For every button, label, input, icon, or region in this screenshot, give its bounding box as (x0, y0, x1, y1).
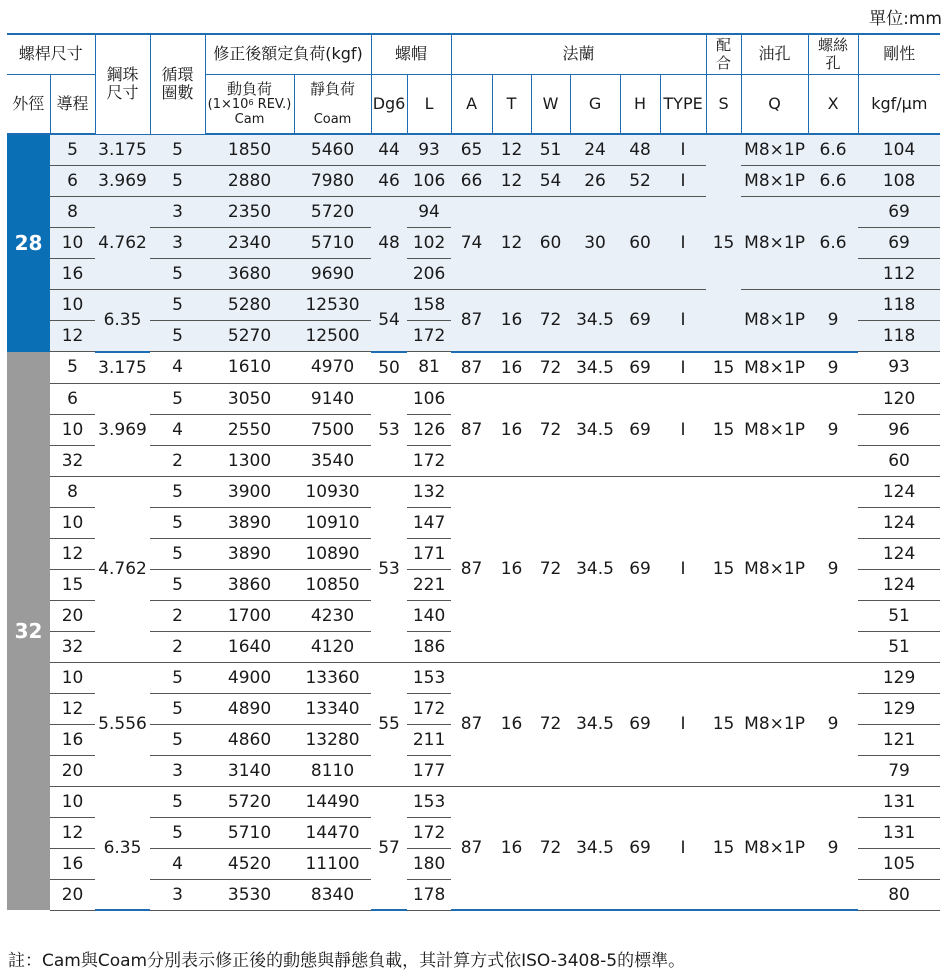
header-type: TYPE (660, 75, 706, 135)
cell-cam: 1640 (205, 631, 294, 662)
cell-coam: 10930 (294, 476, 371, 507)
cell-dg6: 48 (371, 197, 407, 290)
cell-dg6: 55 (371, 662, 407, 786)
cell-coam: 14490 (294, 786, 371, 817)
cell-lead: 20 (50, 879, 95, 910)
cell-G: 24 (570, 134, 620, 166)
header-W: W (531, 75, 570, 135)
cell-coam: 13280 (294, 724, 371, 755)
cell-lead: 5 (50, 134, 95, 166)
cell-X: 9 (808, 290, 858, 352)
table-row (7, 786, 940, 817)
cell-W: 72 (531, 290, 570, 352)
cell-G: 34.5 (570, 290, 620, 352)
cell-lead: 16 (50, 724, 95, 755)
cell-S: 15 (706, 476, 741, 662)
cell-X: 6.6 (808, 197, 858, 290)
outer-dia-32: 32 (7, 352, 50, 911)
table-row (7, 476, 940, 507)
cell-circuits: 4 (150, 352, 205, 384)
cell-lead: 12 (50, 693, 95, 724)
cell-coam: 11100 (294, 848, 371, 879)
cell-cam: 3890 (205, 538, 294, 569)
cell-T: 16 (492, 786, 531, 910)
cell-coam: 8340 (294, 879, 371, 910)
cell-coam: 4230 (294, 600, 371, 631)
cell-rigidity: 112 (858, 259, 940, 290)
cell-lead: 10 (50, 290, 95, 321)
cell-type: I (660, 662, 706, 786)
header-bolt-hole: 螺絲 孔 (808, 34, 858, 75)
cell-lead: 20 (50, 755, 95, 786)
cell-L: 126 (407, 414, 451, 445)
cell-L: 106 (407, 383, 451, 414)
cell-A: 87 (451, 786, 492, 910)
cell-T: 16 (492, 290, 531, 352)
cell-S: 15 (706, 662, 741, 786)
cell-dg6: 44 (371, 134, 407, 166)
cell-cam: 1300 (205, 445, 294, 476)
cell-dg6: 53 (371, 383, 407, 476)
cell-circuits: 3 (150, 755, 205, 786)
header-T: T (492, 75, 531, 135)
cell-cam: 1850 (205, 134, 294, 166)
cell-cam: 4520 (205, 848, 294, 879)
cell-W: 72 (531, 786, 570, 910)
cell-T: 16 (492, 476, 531, 662)
table-row (7, 134, 940, 166)
cell-rigidity: 131 (858, 786, 940, 817)
cell-rigidity: 121 (858, 724, 940, 755)
cell-W: 72 (531, 352, 570, 384)
cell-lead: 8 (50, 476, 95, 507)
cell-coam: 13340 (294, 693, 371, 724)
cell-L: 81 (407, 352, 451, 384)
cell-L: 186 (407, 631, 451, 662)
cell-rigidity: 104 (858, 134, 940, 166)
cell-G: 34.5 (570, 662, 620, 786)
table-row (7, 197, 940, 228)
cell-type: I (660, 290, 706, 352)
cell-circuits: 5 (150, 321, 205, 352)
table-block-32 (7, 352, 940, 911)
cell-L: 180 (407, 848, 451, 879)
cell-circuits: 2 (150, 445, 205, 476)
cell-H: 52 (620, 166, 660, 197)
cell-G: 34.5 (570, 476, 620, 662)
cell-circuits: 5 (150, 134, 205, 166)
cell-cam: 2550 (205, 414, 294, 445)
cell-lead: 12 (50, 817, 95, 848)
cell-rigidity: 51 (858, 600, 940, 631)
cell-L: 172 (407, 321, 451, 352)
cell-dg6: 54 (371, 290, 407, 352)
cell-cam: 5280 (205, 290, 294, 321)
cell-circuits: 3 (150, 197, 205, 228)
cell-lead: 6 (50, 383, 95, 414)
header-rigidity: 剛性 (858, 34, 940, 75)
cell-lead: 10 (50, 414, 95, 445)
cell-L: 171 (407, 538, 451, 569)
header-Q: Q (741, 75, 808, 135)
cell-coam: 5720 (294, 197, 371, 228)
cell-type: I (660, 786, 706, 910)
cell-T: 16 (492, 662, 531, 786)
cell-rigidity: 108 (858, 166, 940, 197)
cell-X: 9 (808, 786, 858, 910)
cell-coam: 9140 (294, 383, 371, 414)
header-lead: 導程 (50, 75, 95, 135)
cell-G: 30 (570, 197, 620, 290)
cell-Q: M8×1P (741, 352, 808, 384)
cell-Q: M8×1P (741, 290, 808, 352)
cell-L: 172 (407, 693, 451, 724)
cell-rigidity: 105 (858, 848, 940, 879)
cell-L: 211 (407, 724, 451, 755)
cell-T: 12 (492, 134, 531, 166)
cell-ball: 3.175 (95, 134, 150, 166)
cell-circuits: 5 (150, 569, 205, 600)
cell-cam: 5720 (205, 786, 294, 817)
header-dynamic-load: 動負荷 ($1\times 10^6$ REV.) Cam (205, 75, 294, 135)
cell-coam: 3540 (294, 445, 371, 476)
unit-label: 單位:mm (869, 9, 942, 29)
header-screw-size: 螺桿尺寸 (7, 34, 95, 75)
header-oil-hole: 油孔 (741, 34, 808, 75)
cell-cam: 3900 (205, 476, 294, 507)
cell-circuits: 3 (150, 228, 205, 259)
ball-screw-spec-table (7, 33, 940, 911)
cell-ball: 3.969 (95, 383, 150, 476)
cell-lead: 32 (50, 445, 95, 476)
cell-Q: M8×1P (741, 134, 808, 166)
table-row (7, 290, 940, 321)
cell-T: 12 (492, 166, 531, 197)
cell-coam: 5710 (294, 228, 371, 259)
cell-G: 26 (570, 166, 620, 197)
header-circuits: 循環 圈數 (150, 34, 205, 134)
cell-G: 34.5 (570, 786, 620, 910)
cell-H: 69 (620, 476, 660, 662)
cell-ball: 3.175 (95, 352, 150, 384)
cell-rigidity: 129 (858, 662, 940, 693)
cell-T: 16 (492, 352, 531, 384)
cell-L: 172 (407, 445, 451, 476)
cell-L: 106 (407, 166, 451, 197)
cell-L: 153 (407, 662, 451, 693)
cell-Q: M8×1P (741, 383, 808, 476)
cell-ball: 5.556 (95, 662, 150, 786)
cell-coam: 7980 (294, 166, 371, 197)
cell-cam: 3890 (205, 507, 294, 538)
header-ball-size: 鋼珠 尺寸 (95, 34, 150, 134)
cell-L: 178 (407, 879, 451, 910)
header-S: S (706, 75, 741, 135)
cell-ball: 4.762 (95, 197, 150, 290)
cell-cam: 3050 (205, 383, 294, 414)
header-H: H (620, 75, 660, 135)
cell-L: 172 (407, 817, 451, 848)
cell-rigidity: 80 (858, 879, 940, 910)
cell-lead: 10 (50, 662, 95, 693)
header-A: A (451, 75, 492, 135)
cell-circuits: 5 (150, 290, 205, 321)
cell-rigidity: 79 (858, 755, 940, 786)
cell-cam: 1610 (205, 352, 294, 384)
cell-Q: M8×1P (741, 786, 808, 910)
cell-lead: 15 (50, 569, 95, 600)
cell-A: 87 (451, 383, 492, 476)
cell-lead: 16 (50, 848, 95, 879)
footnote: 註：Cam與Coam分別表示修正後的動態與靜態負載，其計算方式依ISO-3408-5的標準。 (8, 951, 686, 971)
cell-type: I (660, 197, 706, 290)
cell-L: 147 (407, 507, 451, 538)
cell-rigidity: 69 (858, 197, 940, 228)
cell-T: 12 (492, 197, 531, 290)
cell-rigidity: 60 (858, 445, 940, 476)
cell-W: 72 (531, 476, 570, 662)
cell-cam: 3680 (205, 259, 294, 290)
cell-X: 6.6 (808, 134, 858, 166)
cell-coam: 5460 (294, 134, 371, 166)
cell-rigidity: 129 (858, 693, 940, 724)
cell-dg6: 46 (371, 166, 407, 197)
cell-L: 140 (407, 600, 451, 631)
cell-coam: 7500 (294, 414, 371, 445)
cell-T: 16 (492, 383, 531, 476)
table-row (7, 166, 940, 197)
cell-H: 69 (620, 290, 660, 352)
cell-rigidity: 124 (858, 507, 940, 538)
cell-L: 153 (407, 786, 451, 817)
cell-lead: 32 (50, 631, 95, 662)
cell-coam: 4120 (294, 631, 371, 662)
header-flange-group: 法蘭 (451, 34, 706, 75)
cell-rigidity: 131 (858, 817, 940, 848)
cell-S: 15 (706, 134, 741, 352)
cell-rigidity: 96 (858, 414, 940, 445)
cell-lead: 6 (50, 166, 95, 197)
header-X: X (808, 75, 858, 135)
cell-W: 54 (531, 166, 570, 197)
cell-L: 94 (407, 197, 451, 228)
cell-A: 74 (451, 197, 492, 290)
cell-rigidity: 51 (858, 631, 940, 662)
cell-circuits: 2 (150, 631, 205, 662)
cell-coam: 12500 (294, 321, 371, 352)
cell-H: 48 (620, 134, 660, 166)
cell-circuits: 4 (150, 414, 205, 445)
cell-dg6: 50 (371, 352, 407, 384)
cell-lead: 16 (50, 259, 95, 290)
cell-L: 132 (407, 476, 451, 507)
cell-W: 72 (531, 662, 570, 786)
cell-rigidity: 118 (858, 290, 940, 321)
cell-cam: 5710 (205, 817, 294, 848)
cell-Q: M8×1P (741, 662, 808, 786)
cell-Q: M8×1P (741, 166, 808, 197)
cell-Q: M8×1P (741, 476, 808, 662)
cell-lead: 8 (50, 197, 95, 228)
cell-lead: 12 (50, 538, 95, 569)
table-block-28 (7, 134, 940, 352)
cell-lead: 10 (50, 786, 95, 817)
cell-L: 177 (407, 755, 451, 786)
cell-cam: 1700 (205, 600, 294, 631)
cell-circuits: 5 (150, 724, 205, 755)
header-static-load: 靜負荷 Coam (294, 75, 371, 135)
cell-ball: 4.762 (95, 476, 150, 662)
cell-coam: 10910 (294, 507, 371, 538)
cell-lead: 20 (50, 600, 95, 631)
cell-W: 51 (531, 134, 570, 166)
header-load-group: 修正後額定負荷(kgf) (205, 34, 371, 75)
cell-rigidity: 93 (858, 352, 940, 384)
cell-rigidity: 124 (858, 538, 940, 569)
cell-type: I (660, 134, 706, 166)
header-G: G (570, 75, 620, 135)
header-L: L (407, 75, 451, 135)
cell-G: 34.5 (570, 352, 620, 384)
cell-type: I (660, 476, 706, 662)
cell-G: 34.5 (570, 383, 620, 476)
cell-lead: 10 (50, 228, 95, 259)
cell-type: I (660, 383, 706, 476)
cell-S: 15 (706, 352, 741, 384)
cell-L: 102 (407, 228, 451, 259)
cell-type: I (660, 166, 706, 197)
cell-cam: 4890 (205, 693, 294, 724)
cell-circuits: 4 (150, 848, 205, 879)
cell-W: 72 (531, 383, 570, 476)
cell-cam: 4860 (205, 724, 294, 755)
cell-cam: 2880 (205, 166, 294, 197)
cell-cam: 3530 (205, 879, 294, 910)
cell-cam: 5270 (205, 321, 294, 352)
cell-L: 158 (407, 290, 451, 321)
table-header (7, 34, 940, 134)
cell-coam: 14470 (294, 817, 371, 848)
cell-circuits: 5 (150, 259, 205, 290)
header-rigidity-unit: kgf/μm (858, 75, 940, 135)
cell-ball: 6.35 (95, 290, 150, 352)
cell-L: 93 (407, 134, 451, 166)
cell-rigidity: 118 (858, 321, 940, 352)
cell-S: 15 (706, 383, 741, 476)
cell-circuits: 5 (150, 662, 205, 693)
cell-circuits: 5 (150, 507, 205, 538)
outer-dia-28: 28 (7, 134, 50, 352)
table-row (7, 352, 940, 384)
cell-type: I (660, 352, 706, 384)
cell-circuits: 5 (150, 538, 205, 569)
cell-rigidity: 124 (858, 476, 940, 507)
cell-lead: 10 (50, 507, 95, 538)
cell-H: 69 (620, 352, 660, 384)
cell-H: 69 (620, 662, 660, 786)
cell-circuits: 5 (150, 693, 205, 724)
cell-L: 221 (407, 569, 451, 600)
cell-W: 60 (531, 197, 570, 290)
cell-A: 87 (451, 662, 492, 786)
cell-H: 69 (620, 786, 660, 910)
cell-cam: 4900 (205, 662, 294, 693)
header-nut-group: 螺帽 (371, 34, 451, 75)
cell-cam: 3860 (205, 569, 294, 600)
cell-circuits: 2 (150, 600, 205, 631)
cell-rigidity: 120 (858, 383, 940, 414)
header-fit: 配 合 (706, 34, 741, 75)
cell-lead: 5 (50, 352, 95, 384)
cell-coam: 9690 (294, 259, 371, 290)
cell-H: 60 (620, 197, 660, 290)
cell-A: 87 (451, 352, 492, 384)
cell-coam: 8110 (294, 755, 371, 786)
cell-circuits: 5 (150, 817, 205, 848)
cell-cam: 2340 (205, 228, 294, 259)
cell-dg6: 53 (371, 476, 407, 662)
cell-dg6: 57 (371, 786, 407, 910)
table-row (7, 383, 940, 414)
cell-X: 9 (808, 352, 858, 384)
cell-L: 206 (407, 259, 451, 290)
cell-Q: M8×1P (741, 197, 808, 290)
cell-X: 9 (808, 476, 858, 662)
cell-coam: 10850 (294, 569, 371, 600)
cell-circuits: 3 (150, 879, 205, 910)
cell-A: 65 (451, 134, 492, 166)
cell-coam: 10890 (294, 538, 371, 569)
header-dg6: Dg6 (371, 75, 407, 135)
cell-circuits: 5 (150, 786, 205, 817)
cell-rigidity: 69 (858, 228, 940, 259)
cell-circuits: 5 (150, 476, 205, 507)
cell-X: 9 (808, 383, 858, 476)
cell-H: 69 (620, 383, 660, 476)
cell-cam: 2350 (205, 197, 294, 228)
cell-S: 15 (706, 786, 741, 910)
cell-ball: 6.35 (95, 786, 150, 910)
cell-A: 87 (451, 476, 492, 662)
cell-coam: 13360 (294, 662, 371, 693)
cell-ball: 3.969 (95, 166, 150, 197)
cell-coam: 4970 (294, 352, 371, 384)
table-row (7, 662, 940, 693)
cell-A: 66 (451, 166, 492, 197)
cell-coam: 12530 (294, 290, 371, 321)
cell-lead: 12 (50, 321, 95, 352)
cell-cam: 3140 (205, 755, 294, 786)
header-outer-dia: 外徑 (7, 75, 50, 135)
cell-X: 6.6 (808, 166, 858, 197)
cell-X: 9 (808, 662, 858, 786)
cell-rigidity: 124 (858, 569, 940, 600)
cell-circuits: 5 (150, 383, 205, 414)
cell-circuits: 5 (150, 166, 205, 197)
cell-A: 87 (451, 290, 492, 352)
